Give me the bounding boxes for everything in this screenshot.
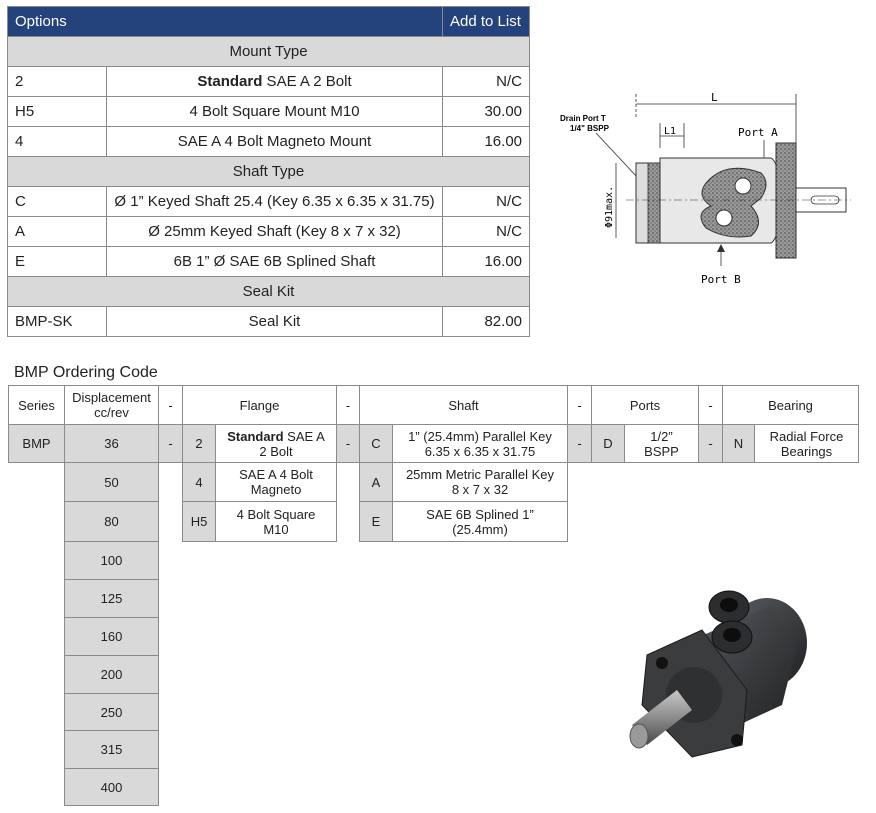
displacement-value: 50 <box>64 462 159 502</box>
flange-description-line1: SAE A 4 Bolt <box>239 467 313 482</box>
shaft-description-line2: (25.4mm) <box>452 521 508 537</box>
table-row <box>8 187 530 217</box>
flange-description-line1 <box>227 429 325 444</box>
header-dash: - <box>698 385 723 425</box>
option-description-bold: Standard <box>197 73 263 90</box>
option-code: A <box>8 217 107 247</box>
section-mount-type <box>8 37 530 67</box>
option-description: 6B 1” Ø SAE 6B Splined Shaft <box>107 247 443 277</box>
table-row <box>8 67 530 97</box>
shaft-description-line2: 8 x 7 x 32 <box>451 482 509 497</box>
options-header-row <box>8 7 530 37</box>
section-title: Mount Type <box>8 37 530 67</box>
option-price: 16.00 <box>443 247 530 277</box>
dash-cell: - <box>698 424 723 463</box>
options-table <box>7 6 530 337</box>
flange-description <box>215 501 337 542</box>
diameter-label: Φ91max. <box>604 185 615 228</box>
shaft-description-line1: SAE 6B Splined 1” <box>426 506 534 522</box>
option-price: N/C <box>443 67 530 97</box>
option-code: 4 <box>8 127 107 157</box>
option-price: 82.00 <box>443 307 530 337</box>
option-price: N/C <box>443 187 530 217</box>
shaft-description <box>392 501 568 542</box>
option-code: E <box>8 247 107 277</box>
header-dash: - <box>336 385 360 425</box>
header-ports: Ports <box>591 385 699 425</box>
header-dash: - <box>158 385 183 425</box>
header-series: Series <box>8 385 65 425</box>
header-dash: - <box>567 385 592 425</box>
ports-description-line2: BSPP <box>644 443 679 459</box>
option-price: 16.00 <box>443 127 530 157</box>
bearing-description-line2: Bearings <box>780 443 833 459</box>
option-price: N/C <box>443 217 530 247</box>
displacement-value: 160 <box>64 617 159 656</box>
dash-cell: - <box>158 424 183 463</box>
add-to-list-header: Add to List <box>443 7 530 37</box>
header-bearing: Bearing <box>722 385 859 425</box>
dash-cell: - <box>336 424 360 463</box>
motor-product-image <box>622 585 812 760</box>
options-header: Options <box>8 7 443 37</box>
option-description <box>107 67 443 97</box>
dash-cell: - <box>567 424 592 463</box>
ports-code: D <box>591 424 625 463</box>
section-shaft-type <box>8 157 530 187</box>
flange-description <box>215 424 337 463</box>
drain-port-label-line1: Drain Port T <box>560 114 606 123</box>
shaft-description <box>392 424 568 463</box>
option-description-text: SAE A 2 Bolt <box>262 73 352 90</box>
option-code: BMP-SK <box>8 307 107 337</box>
header-shaft: Shaft <box>359 385 568 425</box>
header-displacement <box>64 385 159 425</box>
header-flange: Flange <box>182 385 337 425</box>
section-title: Seal Kit <box>8 277 530 307</box>
ports-description-line1: 1/2” <box>650 428 673 444</box>
dimension-l1-label: L1 <box>664 126 677 137</box>
dimension-l-label: L <box>711 91 718 104</box>
ports-description <box>624 424 699 463</box>
flange-code: 4 <box>182 462 216 502</box>
ordering-code-title: BMP Ordering Code <box>14 364 158 381</box>
displacement-value: 400 <box>64 768 159 806</box>
displacement-value: 200 <box>64 655 159 694</box>
option-code: 2 <box>8 67 107 97</box>
shaft-description-line2: 6.35 x 6.35 x 31.75 <box>424 443 536 459</box>
flange-description-text: SAE A <box>283 428 325 444</box>
option-code: H5 <box>8 97 107 127</box>
bearing-code: N <box>722 424 755 463</box>
option-description: Seal Kit <box>107 307 443 337</box>
table-row <box>8 97 530 127</box>
shaft-code: A <box>359 462 393 502</box>
port-b-label: Port B <box>701 273 741 286</box>
option-price: 30.00 <box>443 97 530 127</box>
displacement-value: 80 <box>64 501 159 542</box>
shaft-description-line1: 1” (25.4mm) Parallel Key <box>408 428 552 444</box>
section-seal-kit <box>8 277 530 307</box>
displacement-value: 125 <box>64 579 159 618</box>
table-row <box>8 217 530 247</box>
flange-description-line2: Magneto <box>250 482 302 497</box>
motor-dimension-drawing <box>556 88 856 288</box>
shaft-description-line1: 25mm Metric Parallel Key <box>405 467 555 482</box>
series-value: BMP <box>8 424 65 463</box>
option-description: Ø 1” Keyed Shaft 25.4 (Key 6.35 x 6.35 x 31.75) <box>107 187 443 217</box>
shaft-description <box>392 462 568 502</box>
port-a-label: Port A <box>738 126 778 139</box>
flange-description-line1: 4 Bolt Square <box>236 506 316 522</box>
shaft-code: C <box>359 424 393 463</box>
drain-port-label-line2: 1/4" BSPP <box>570 124 609 133</box>
flange-description-bold: Standard <box>227 428 284 444</box>
header-displacement-line2: cc/rev <box>94 405 129 420</box>
shaft-code: E <box>359 501 393 542</box>
bearing-description-line1: Radial Force <box>769 428 844 444</box>
option-code: C <box>8 187 107 217</box>
flange-description-line2: 2 Bolt <box>259 443 293 459</box>
flange-description <box>215 462 337 502</box>
flange-code: H5 <box>182 501 216 542</box>
table-row <box>8 127 530 157</box>
table-row <box>8 247 530 277</box>
section-title: Shaft Type <box>8 157 530 187</box>
flange-description-line2: M10 <box>263 521 289 537</box>
option-description: SAE A 4 Bolt Magneto Mount <box>107 127 443 157</box>
displacement-value: 250 <box>64 693 159 731</box>
bearing-description <box>754 424 859 463</box>
option-description: Ø 25mm Keyed Shaft (Key 8 x 7 x 32) <box>107 217 443 247</box>
flange-code: 2 <box>182 424 216 463</box>
displacement-value: 315 <box>64 730 159 769</box>
displacement-value: 36 <box>64 424 159 463</box>
option-description: 4 Bolt Square Mount M10 <box>107 97 443 127</box>
header-displacement-line1: Displacement <box>72 390 151 405</box>
displacement-value: 100 <box>64 541 159 580</box>
table-row <box>8 307 530 337</box>
